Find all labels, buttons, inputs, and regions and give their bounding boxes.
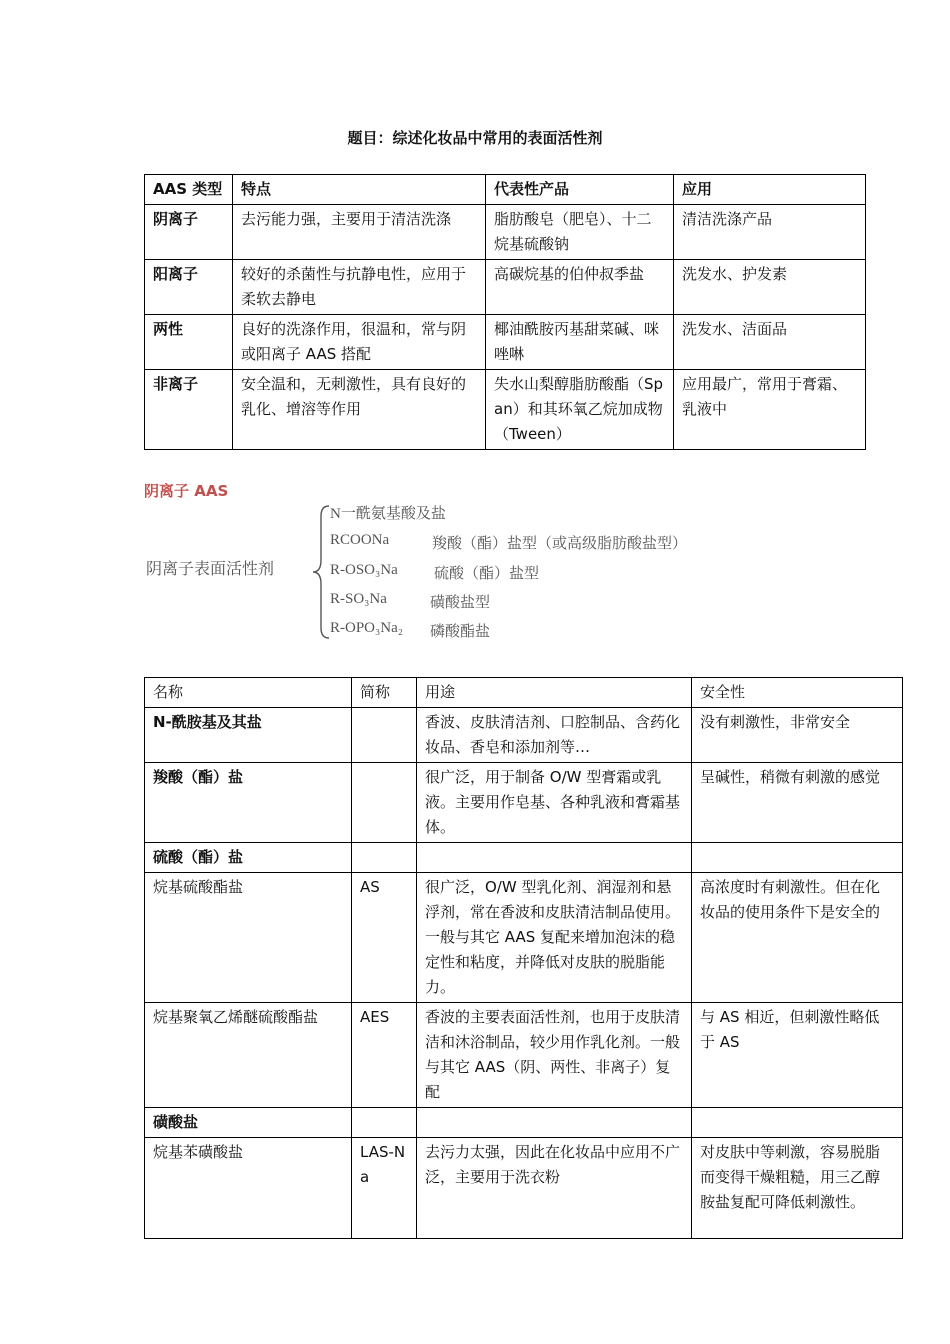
type-cell: 两性 — [145, 315, 233, 370]
usage-cell: 很广泛，O/W 型乳化剂、润湿剂和悬浮剂，常在香波和皮肤清洁制品使用。一般与其它 AAS 复配来增加泡沫的稳定性和粘度，并降低对皮肤的脱脂能力。 — [417, 873, 692, 1003]
diagram-branch — [330, 591, 491, 611]
table-row — [145, 763, 903, 843]
name-cell: 烷基苯磺酸盐 — [145, 1138, 352, 1239]
diagram-branch — [330, 562, 540, 582]
name-cell: 磺酸盐 — [145, 1108, 352, 1138]
type-cell: 非离子 — [145, 370, 233, 450]
usage-cell: 去污力太强，因此在化妆品中应用不广泛，主要用于洗衣粉 — [417, 1138, 692, 1239]
header-cell: AAS 类型 — [145, 175, 233, 205]
feature-cell: 较好的杀菌性与抗静电性，应用于柔软去静电 — [233, 260, 486, 315]
brace-icon — [312, 498, 332, 648]
safety-cell: 对皮肤中等刺激，容易脱脂而变得干燥粗糙，用三乙醇胺盐复配可降低刺激性。 — [692, 1138, 903, 1239]
application-cell: 洗发水、洁面品 — [674, 315, 866, 370]
usage-cell — [417, 1108, 692, 1138]
header-cell: 安全性 — [692, 678, 903, 708]
diagram-branch — [330, 620, 491, 640]
diagram-branch — [330, 532, 688, 552]
branch-formula: R-SO₃Na — [330, 591, 387, 607]
branch-description: 硫酸（酯）盐型 — [434, 566, 540, 582]
product-cell: 高碳烷基的伯仲叔季盐 — [486, 260, 674, 315]
abbr-cell: LAS-Na — [352, 1138, 417, 1239]
usage-cell: 很广泛，用于制备 O/W 型膏霜或乳液。主要用作皂基、各种乳液和膏霜基体。 — [417, 763, 692, 843]
table-row — [145, 205, 866, 260]
diagram-root-label: 阴离子表面活性剂 — [146, 561, 275, 578]
safety-cell — [692, 843, 903, 873]
table-row — [145, 315, 866, 370]
usage-cell: 香波的主要表面活性剂，也用于皮肤清洁和沐浴制品，较少用作乳化剂。一般与其它 AAS（阴、两性、非离子）复配 — [417, 1003, 692, 1108]
usage-cell — [417, 843, 692, 873]
application-cell: 洗发水、护发素 — [674, 260, 866, 315]
table-row — [145, 708, 903, 763]
abbr-cell — [352, 708, 417, 763]
branch-formula: N一酰氨基酸及盐 — [330, 506, 446, 522]
application-cell: 清洁洗涤产品 — [674, 205, 866, 260]
branch-description: 磺酸盐型 — [430, 595, 491, 611]
branch-description: 磷酸酯盐 — [430, 624, 491, 640]
type-cell: 阴离子 — [145, 205, 233, 260]
header-cell: 代表性产品 — [486, 175, 674, 205]
table-row — [145, 260, 866, 315]
abbr-cell: AES — [352, 1003, 417, 1108]
name-cell: 硫酸（酯）盐 — [145, 843, 352, 873]
header-cell: 名称 — [145, 678, 352, 708]
type-cell: 阳离子 — [145, 260, 233, 315]
branch-formula: R-OPO₃Na₂ — [330, 620, 403, 636]
table-header-row — [145, 175, 866, 205]
table-row — [145, 1138, 903, 1239]
page-title: 题目：综述化妆品中常用的表面活性剂 — [347, 129, 603, 147]
table-row — [145, 873, 903, 1003]
feature-cell: 去污能力强，主要用于清洁洗涤 — [233, 205, 486, 260]
safety-cell — [692, 1108, 903, 1138]
classification-diagram — [144, 498, 784, 648]
branch-formula: RCOONa — [330, 532, 390, 548]
branch-formula: R-OSO₃Na — [330, 562, 398, 578]
safety-cell: 没有刺激性，非常安全 — [692, 708, 903, 763]
table-header-row — [145, 678, 903, 708]
header-cell: 用途 — [417, 678, 692, 708]
feature-cell: 良好的洗涤作用，很温和，常与阴或阳离子 AAS 搭配 — [233, 315, 486, 370]
abbr-cell — [352, 763, 417, 843]
name-cell: 羧酸（酯）盐 — [145, 763, 352, 843]
header-cell: 简称 — [352, 678, 417, 708]
safety-cell: 呈碱性，稍微有刺激的感觉 — [692, 763, 903, 843]
name-cell: N-酰胺基及其盐 — [145, 708, 352, 763]
header-cell: 应用 — [674, 175, 866, 205]
aas-type-table — [144, 174, 866, 450]
header-cell: 特点 — [233, 175, 486, 205]
section-heading: 阴离子 AAS — [144, 482, 229, 500]
name-cell: 烷基聚氧乙烯醚硫酸酯盐 — [145, 1003, 352, 1108]
branch-description: 羧酸（酯）盐型（或高级脂肪酸盐型） — [432, 536, 688, 552]
application-cell: 应用最广，常用于膏霜、乳液中 — [674, 370, 866, 450]
table-row — [145, 1108, 903, 1138]
anionic-surfactant-table — [144, 677, 903, 1239]
safety-cell: 与 AS 相近，但刺激性略低于 AS — [692, 1003, 903, 1108]
abbr-cell — [352, 1108, 417, 1138]
name-cell: 烷基硫酸酯盐 — [145, 873, 352, 1003]
safety-cell: 高浓度时有刺激性。但在化妆品的使用条件下是安全的 — [692, 873, 903, 1003]
feature-cell: 安全温和，无刺激性，具有良好的乳化、增溶等作用 — [233, 370, 486, 450]
product-cell: 椰油酰胺丙基甜菜碱、咪唑啉 — [486, 315, 674, 370]
table-row — [145, 843, 903, 873]
product-cell: 脂肪酸皂（肥皂）、十二烷基硫酸钠 — [486, 205, 674, 260]
table-row — [145, 370, 866, 450]
usage-cell: 香波、皮肤清洁剂、口腔制品、含药化妆品、香皂和添加剂等… — [417, 708, 692, 763]
product-cell: 失水山梨醇脂肪酸酯（Span）和其环氧乙烷加成物（Tween） — [486, 370, 674, 450]
abbr-cell: AS — [352, 873, 417, 1003]
table-row — [145, 1003, 903, 1108]
diagram-branch — [330, 502, 446, 523]
abbr-cell — [352, 843, 417, 873]
